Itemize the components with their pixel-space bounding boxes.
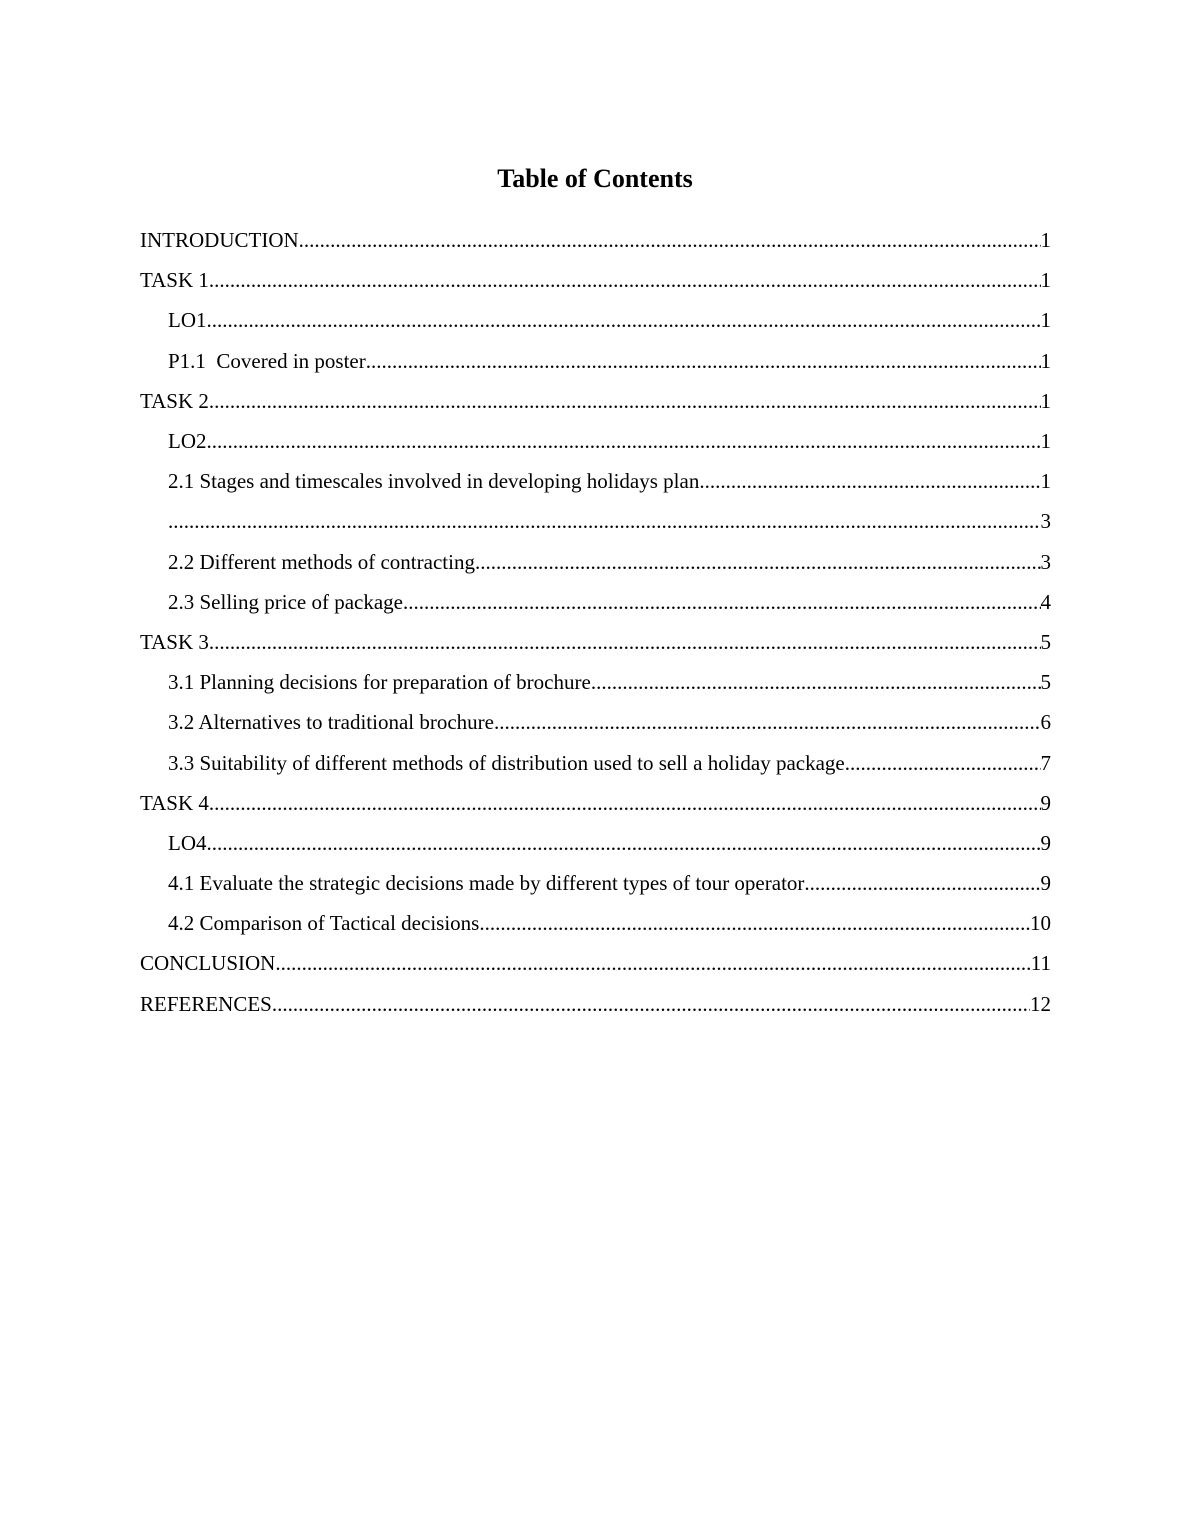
toc-dot-leader bbox=[275, 949, 1030, 977]
toc-entry-page: 3 bbox=[1040, 549, 1051, 574]
toc-entry-page: 6 bbox=[1040, 710, 1051, 735]
toc-dot-leader bbox=[366, 347, 1041, 375]
toc-entry-page: 9 bbox=[1040, 790, 1051, 815]
toc-entry-4-2[interactable] bbox=[140, 903, 1051, 943]
toc-entry-page: 11 bbox=[1030, 951, 1051, 976]
toc-entry-label: 2.3 Selling price of package bbox=[168, 589, 403, 614]
toc-entry-label: INTRODUCTION bbox=[140, 228, 299, 253]
toc-entry-label: CONCLUSION bbox=[140, 951, 276, 976]
toc-entry-label: 3.1 Planning decisions for preparation of brochure bbox=[168, 670, 591, 695]
toc-entry-label: LO4 bbox=[168, 830, 207, 855]
toc-entry-label: LO2 bbox=[168, 429, 207, 454]
toc-entry-label: 3.2 Alternatives to traditional brochure bbox=[168, 710, 494, 735]
toc-entry-conclusion[interactable] bbox=[140, 943, 1051, 983]
toc-entry-2-2[interactable] bbox=[140, 542, 1051, 582]
toc-entry-blank[interactable] bbox=[140, 501, 1051, 541]
toc-entry-page: 4 bbox=[1040, 589, 1051, 614]
toc-entry-page: 10 bbox=[1030, 911, 1051, 936]
toc-dot-leader bbox=[168, 507, 1041, 535]
toc-entry-task-4[interactable] bbox=[140, 783, 1051, 823]
toc-entry-page: 1 bbox=[1040, 228, 1051, 253]
toc-list bbox=[140, 220, 1051, 1024]
toc-entry-label: TASK 2 bbox=[140, 388, 209, 413]
toc-entry-label: LO1 bbox=[168, 308, 207, 333]
toc-dot-leader bbox=[475, 548, 1041, 576]
toc-entry-lo1[interactable] bbox=[140, 300, 1051, 340]
toc-entry-label: 3.3 Suitability of different methods of distribution used to sell a holiday package bbox=[168, 750, 845, 775]
toc-entry-page: 5 bbox=[1040, 670, 1051, 695]
toc-dot-leader bbox=[209, 387, 1041, 415]
toc-dot-leader bbox=[299, 226, 1041, 254]
toc-dot-leader bbox=[209, 266, 1041, 294]
toc-entry-2-3[interactable] bbox=[140, 582, 1051, 622]
toc-entry-label: 2.2 Different methods of contracting bbox=[168, 549, 475, 574]
toc-entry-3-3[interactable] bbox=[140, 742, 1051, 782]
toc-entry-references[interactable] bbox=[140, 984, 1051, 1024]
toc-dot-leader bbox=[403, 588, 1041, 616]
toc-entry-introduction[interactable] bbox=[140, 220, 1051, 260]
toc-entry-label: P1.1 Covered in poster bbox=[168, 348, 366, 373]
toc-dot-leader bbox=[494, 708, 1041, 736]
toc-entry-page: 12 bbox=[1030, 991, 1051, 1016]
toc-entry-page: 7 bbox=[1040, 750, 1051, 775]
toc-entry-label: TASK 4 bbox=[140, 790, 209, 815]
toc-entry-page: 9 bbox=[1040, 830, 1051, 855]
toc-entry-lo4[interactable] bbox=[140, 823, 1051, 863]
toc-entry-task-3[interactable] bbox=[140, 622, 1051, 662]
toc-entry-label: 4.2 Comparison of Tactical decisions bbox=[168, 911, 480, 936]
toc-entry-4-1[interactable] bbox=[140, 863, 1051, 903]
toc-entry-page: 9 bbox=[1040, 871, 1051, 896]
toc-dot-leader bbox=[209, 628, 1041, 656]
toc-entry-2-1[interactable] bbox=[140, 461, 1051, 501]
toc-entry-page: 1 bbox=[1040, 429, 1051, 454]
toc-dot-leader bbox=[591, 668, 1041, 696]
toc-entry-lo2[interactable] bbox=[140, 421, 1051, 461]
toc-dot-leader bbox=[209, 789, 1041, 817]
toc-dot-leader bbox=[699, 467, 1040, 495]
toc-title: Table of Contents bbox=[497, 164, 693, 193]
toc-entry-label: REFERENCES bbox=[140, 991, 272, 1016]
toc-entry-page: 1 bbox=[1040, 469, 1051, 494]
toc-entry-p1-1[interactable] bbox=[140, 341, 1051, 381]
toc-entry-page: 1 bbox=[1040, 308, 1051, 333]
toc-dot-leader bbox=[207, 427, 1041, 455]
toc-entry-label: TASK 3 bbox=[140, 629, 209, 654]
toc-entry-3-2[interactable] bbox=[140, 702, 1051, 742]
toc-entry-page: 1 bbox=[1040, 388, 1051, 413]
toc-dot-leader bbox=[207, 829, 1041, 857]
toc-dot-leader bbox=[207, 306, 1041, 334]
toc-entry-label: TASK 1 bbox=[140, 268, 209, 293]
toc-entry-label: 2.1 Stages and timescales involved in developing holidays plan bbox=[168, 469, 700, 494]
toc-dot-leader bbox=[845, 749, 1041, 777]
toc-dot-leader bbox=[804, 869, 1040, 897]
toc-entry-3-1[interactable] bbox=[140, 662, 1051, 702]
toc-entry-page: 3 bbox=[1040, 509, 1051, 534]
toc-entry-page: 5 bbox=[1040, 629, 1051, 654]
toc-dot-leader bbox=[272, 990, 1030, 1018]
toc-entry-task-1[interactable] bbox=[140, 260, 1051, 300]
toc-entry-label: 4.1 Evaluate the strategic decisions made by different types of tour operator bbox=[168, 871, 805, 896]
toc-dot-leader bbox=[479, 909, 1030, 937]
toc-entry-page: 1 bbox=[1040, 268, 1051, 293]
toc-entry-task-2[interactable] bbox=[140, 381, 1051, 421]
toc-entry-page: 1 bbox=[1040, 348, 1051, 373]
